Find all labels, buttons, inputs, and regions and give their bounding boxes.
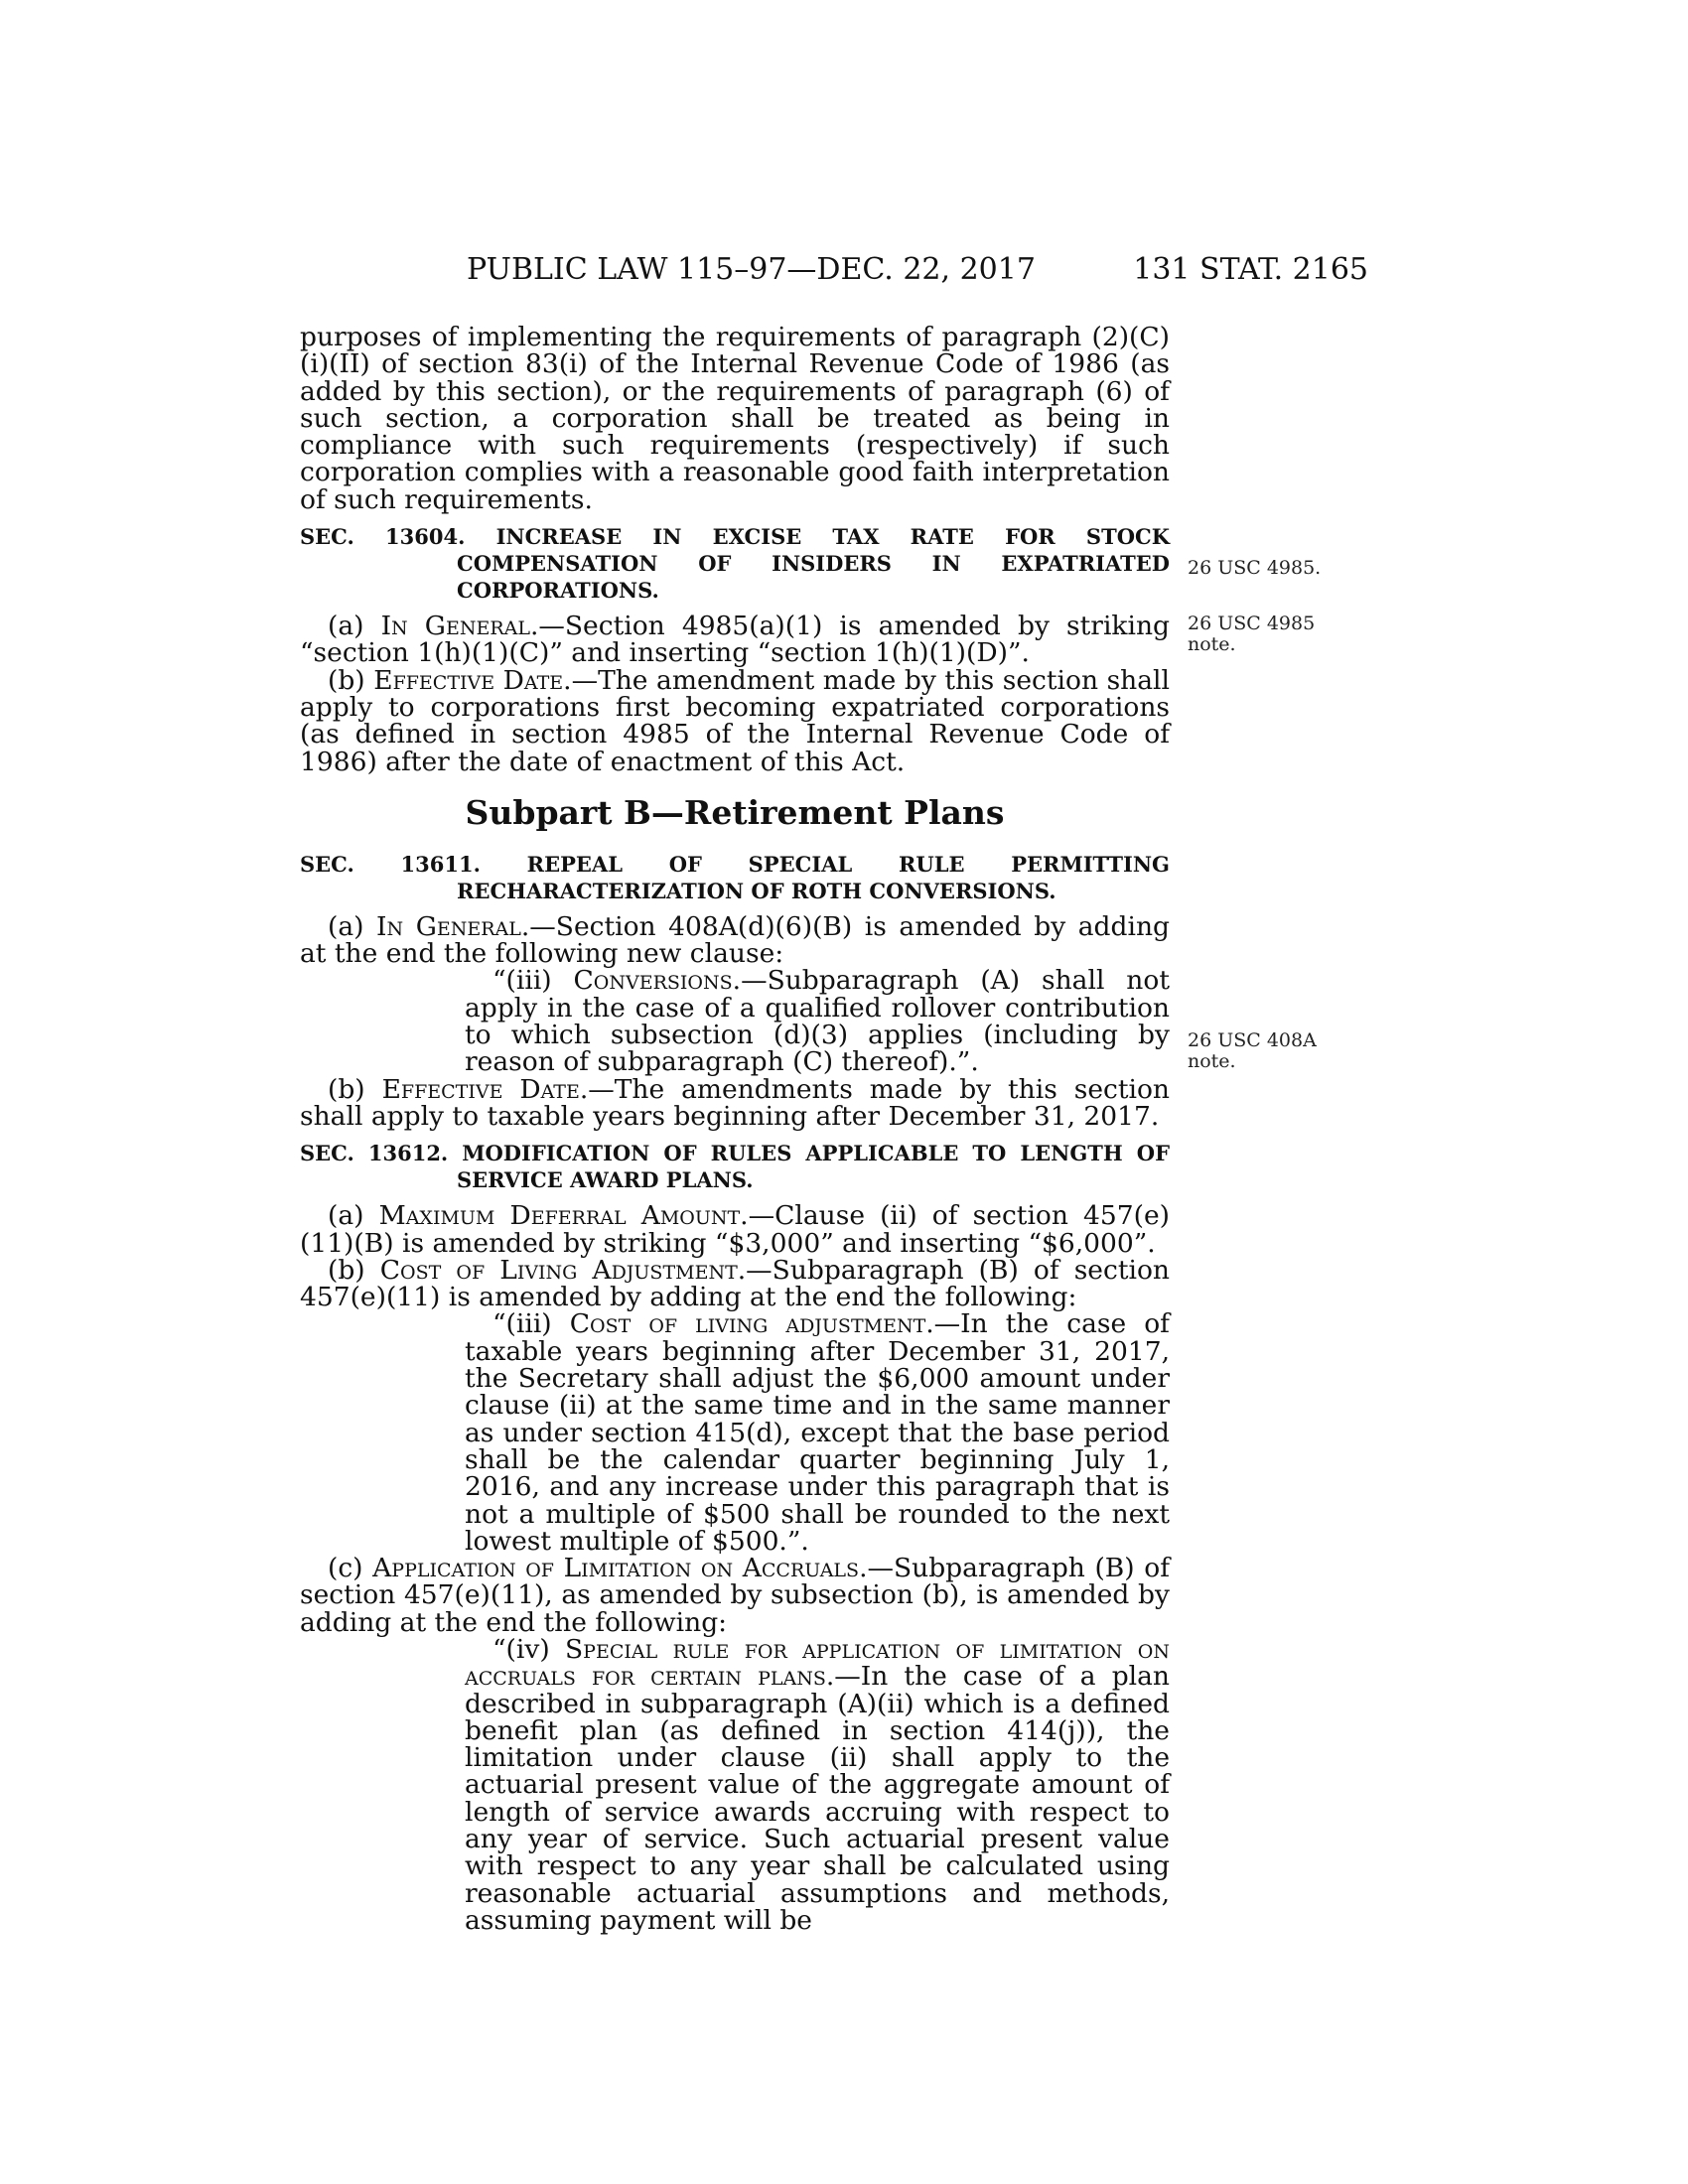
margin-note-26-usc-4985 (1188, 558, 1346, 579)
clause-caption: Cost of living adjustment (569, 1308, 926, 1340)
statute-page-number: 131 STAT. 2165 (1133, 252, 1368, 287)
subpart-heading: Subpart B—Retirement Plans (465, 792, 1005, 832)
sec-13612-subsection-b (300, 1254, 1170, 1313)
sec-13604-subsection-b (300, 664, 1170, 777)
clause-caption: Conversions (573, 965, 733, 997)
subsection-label: (c) (328, 1553, 363, 1584)
subsection-text: .—The amendment made by this section shall apply to corporations first becoming expatriated corporations (as defined in section 4985 of the Internal Revenue Code of 1986) after the date of enactment of this Act. (300, 664, 1170, 777)
clause-caption: Special rule for application of limitation on accruals for certain plans (465, 1633, 1170, 1693)
subsection-caption: In General (376, 910, 521, 942)
subsection-text: .—Subparagraph (B) of section 457(e)(11), as amended by subsection (b), is amended by adding at the end the following: (300, 1553, 1170, 1638)
sec-13611-quoted-clause (465, 965, 1170, 1078)
sec-13611-heading: SEC. 13611. REPEAL OF SPECIAL RULE PERMITTING RECHARACTERIZATION OF ROTH CONVERSIONS. (300, 851, 1170, 903)
subsection-text: .—Subparagraph (B) of section 457(e)(11) is amended by adding at the end the following: (300, 1254, 1170, 1313)
subsection-caption: Cost of Living Adjustment (379, 1254, 738, 1286)
margin-note-text: 26 USC 408A (1188, 1029, 1317, 1051)
subsection-label: (b) (328, 664, 365, 696)
clause-label: “(iii) (492, 965, 552, 997)
document-body (300, 324, 1170, 1934)
clause-label: “(iii) (492, 1308, 552, 1340)
margin-note-26-usc-408a-note (1188, 1030, 1346, 1072)
intro-paragraph: purposes of implementing the requirements of paragraph (2)(C)(i)(II) of section 83(i) of the Internal Revenue Code of 1986 (as added by this section), or the requirements of paragraph (6) of such section, a corporation shall be treated as being in compliance with such requirements (respectively) if such corporation complies with a reasonable good faith interpretation of such requirements. (300, 322, 1170, 515)
clause-text: .—In the case of a plan described in subparagraph (A)(ii) which is a defined benefit plan (as defined in section 414(j)), the limitation under clause (ii) shall apply to the actuarial present value of the aggregate amount of length of service awards accruing with respect to any year of service. Such actuarial present value with respect to any year shall be calculated using reasonable actuarial assumptions and methods, assuming payment will be (465, 1661, 1170, 1936)
subsection-label: (a) (328, 910, 364, 942)
sec-13604-subsection-a (300, 613, 1170, 667)
subsection-label: (b) (328, 1073, 365, 1105)
subsection-caption: Application of Limitation on Accruals (372, 1553, 860, 1584)
subsection-caption: Maximum Deferral Amount (378, 1200, 741, 1232)
sec-13612-subsection-c (300, 1555, 1170, 1636)
margin-note-text: 26 USC 4985 (1188, 613, 1316, 634)
sec-13612-quoted-clause-iv (465, 1633, 1170, 1936)
sec-13604-heading: SEC. 13604. INCREASE IN EXCISE TAX RATE FOR STOCK COMPENSATION OF INSIDERS IN EXPATRIATED CORPORATIONS. (300, 524, 1170, 604)
margin-note-26-usc-4985-note (1188, 614, 1346, 655)
sec-13611-subsection-b (300, 1073, 1170, 1132)
sec-13612-heading: SEC. 13612. MODIFICATION OF RULES APPLICABLE TO LENGTH OF SERVICE AWARD PLANS. (300, 1141, 1170, 1193)
margin-note-text: 26 USC 4985. (1188, 557, 1322, 579)
margin-note-text: note. (1188, 633, 1236, 655)
clause-text: .—Subparagraph (A) shall not apply in the case of a qualified rollover contribution to which subsection (d)(3) applies (including by reason of subparagraph (C) thereof).”. (465, 965, 1170, 1078)
subsection-text: .—Clause (ii) of section 457(e)(11)(B) is amended by striking “$3,000” and inserting “$6,000”. (300, 1200, 1170, 1259)
sec-13612-subsection-a (300, 1202, 1170, 1257)
subsection-text: .—Section 4985(a)(1) is amended by striking “section 1(h)(1)(C)” and inserting “section 1(h)(1)(D)”. (300, 611, 1170, 669)
subsection-text: .—Section 408A(d)(6)(B) is amended by adding at the end the following new clause: (300, 910, 1170, 970)
clause-text: .—In the case of taxable years beginning after December 31, 2017, the Secretary shall adjust the $6,000 amount under clause (ii) at the same time and in the same manner as under section 415(d), except that the base period shall be the calendar quarter beginning July 1, 2016, and any increase under this paragraph that is not a multiple of $500 shall be rounded to the next lowest multiple of $500.”. (465, 1308, 1170, 1557)
subsection-label: (a) (328, 1200, 364, 1232)
sec-13612-quoted-clause-iii (465, 1310, 1170, 1555)
margin-note-text: note. (1188, 1050, 1236, 1072)
subsection-label: (b) (328, 1254, 365, 1286)
sec-13611-subsection-a (300, 910, 1170, 970)
subsection-caption: Effective Date (381, 1073, 580, 1105)
subsection-caption: In General (380, 611, 530, 642)
subsection-caption: Effective Date (373, 664, 564, 696)
law-title: PUBLIC LAW 115–97—DEC. 22, 2017 (467, 252, 1036, 287)
subsection-label: (a) (328, 611, 364, 642)
subsection-text: .—The amendments made by this section shall apply to taxable years beginning after December 31, 2017. (300, 1073, 1170, 1132)
clause-label: “(iv) (492, 1633, 550, 1665)
